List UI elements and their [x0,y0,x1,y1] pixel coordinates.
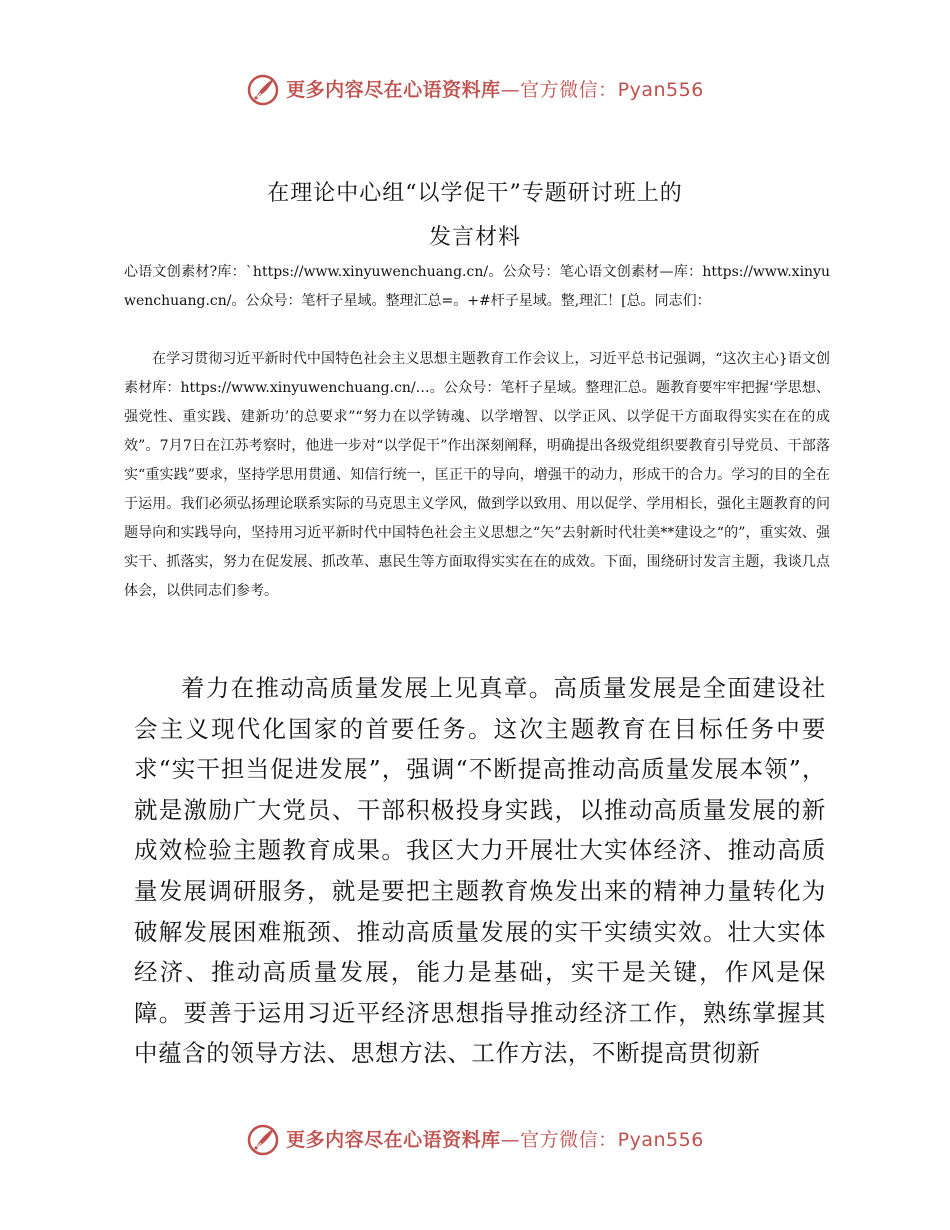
document-title-line2: 发言材料 [428,225,521,250]
banner-text [286,1128,704,1151]
banner-bold-text: 更多内容尽在心语资料库 [286,1128,501,1151]
footer-banner [0,1120,950,1160]
banner-bold-text: 更多内容尽在心语资料库 [286,78,501,101]
header-banner [0,70,950,110]
banner-text [286,78,704,101]
intro-paragraph: 心语文创素材?库：`https://www.xinyuwenchuang.cn/。公众号：笔心语文创素材—库：https://www.xinyuwenchuang.cn/。公众号：笔杆子星域。整理汇总=。+#杆子星域。整,理汇！[总。同志们： [124,264,830,309]
quill-pen-icon [246,73,280,107]
body-paragraph-2: 着力在推动高质量发展上见真章。高质量发展是全面建设社会主义现代化国家的首要任务。这次主题教育在目标任务中要求“实干担当促进发展”，强调“不断提高推动高质量发展本领”，就是激励广大党员、干部积极投身实践，以推动高质量发展的新成效检验主题教育成果。我区大力开展壮大实体经济、推动高质量发展调研服务，就是要把主题教育焕发出来的精神力量转化为破解发展困难瓶颈、推动高质量发展的实干实绩实效。壮大实体经济、推动高质量发展，能力是基础，实干是关键，作风是保障。要善于运用习近平经济思想指导推动经济工作，熟练掌握其中蕴含的领导方法、思想方法、工作方法，不断提高贯彻新 [134,674,826,1068]
body-paragraph-1: 在学习贯彻习近平新时代中国特色社会主义思想主题教育工作会议上，习近平总书记强调，“这次主心}语文创素材库：https://www.xinyuwenchuang.cn/…。公众号：笔杆子星域。整理汇总。题教育要牢牢把握‘学思想、强党性、重实践、建新功’的总要求”“努力在以学铸魂、以学增智、以学正风、以学促干方面取得实实在在的成效”。7月7日在江苏考察时，他进一步对“以学促干”作出深刻阐释，明确提出各级党组织要教育引导党员、干部落实“重实践”要求，坚持学思用贯通、知信行统一，匡正干的导向，增强干的动力，形成干的合力。学习的目的全在于运用。我们必须弘扬理论联系实际的马克思主义学风，做到学以致用、用以促学、学用相长，强化主题教育的问题导向和实践导向，坚持用习近平新时代中国特色社会主义思想之“矢”去射新时代壮美**建设之“的”，重实效、强实干、抓落实，努力在促发展、抓改革、惠民生等方面取得实实在在的成效。下面，围绕研讨发言主题，我谈几点体会，以供同志们参考。 [124,351,830,599]
document-title-line1: 在理论中心组“以学促干”专题研讨班上的 [267,181,683,206]
quill-pen-icon [246,1123,280,1157]
banner-rest-text: —官方微信：Pyan556 [500,1128,704,1151]
banner-rest-text: —官方微信：Pyan556 [500,78,704,101]
